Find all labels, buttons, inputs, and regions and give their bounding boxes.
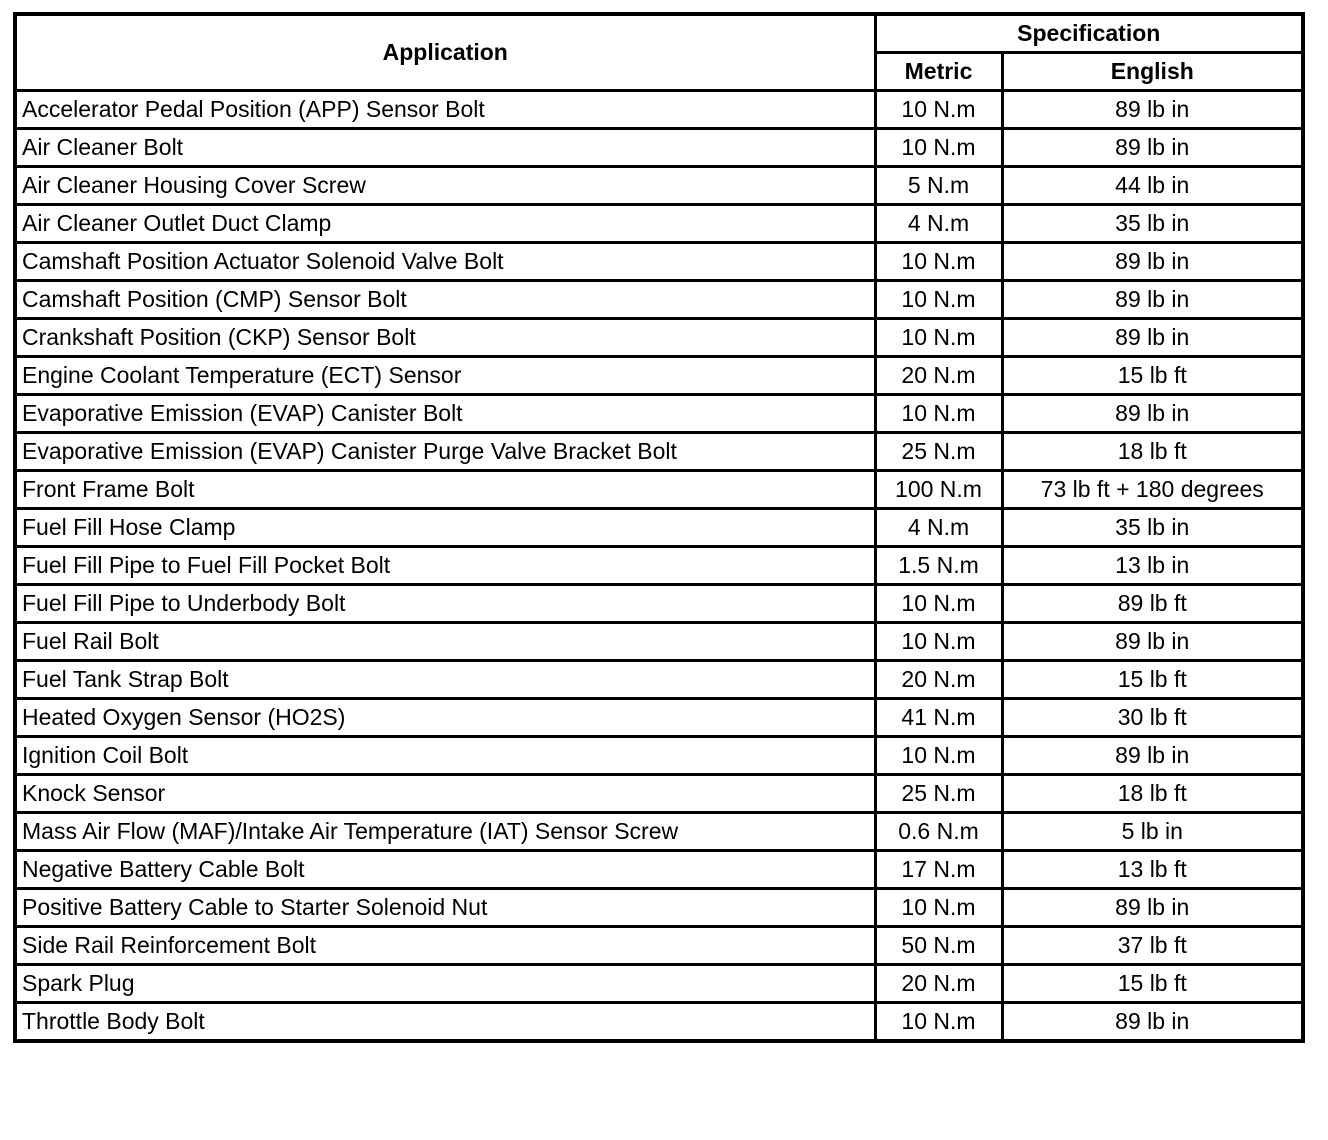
table-row — [15, 775, 1303, 813]
table-row — [15, 471, 1303, 509]
cell-english: 13 lb in — [1002, 547, 1303, 585]
cell-application: Air Cleaner Outlet Duct Clamp — [15, 205, 875, 243]
cell-application: Camshaft Position Actuator Solenoid Valve Bolt — [15, 243, 875, 281]
cell-english: 89 lb in — [1002, 889, 1303, 927]
cell-application: Evaporative Emission (EVAP) Canister Purge Valve Bracket Bolt — [15, 433, 875, 471]
cell-application: Accelerator Pedal Position (APP) Sensor Bolt — [15, 91, 875, 129]
cell-application: Heated Oxygen Sensor (HO2S) — [15, 699, 875, 737]
cell-english: 37 lb ft — [1002, 927, 1303, 965]
table-row — [15, 319, 1303, 357]
cell-metric: 20 N.m — [875, 965, 1002, 1003]
cell-application: Ignition Coil Bolt — [15, 737, 875, 775]
cell-application: Air Cleaner Housing Cover Screw — [15, 167, 875, 205]
table-row — [15, 699, 1303, 737]
cell-metric: 4 N.m — [875, 509, 1002, 547]
cell-application: Fuel Rail Bolt — [15, 623, 875, 661]
table-row — [15, 547, 1303, 585]
cell-english: 89 lb in — [1002, 1003, 1303, 1042]
cell-english: 73 lb ft + 180 degrees — [1002, 471, 1303, 509]
cell-application: Side Rail Reinforcement Bolt — [15, 927, 875, 965]
table-row — [15, 813, 1303, 851]
header-specification: Specification — [875, 14, 1303, 53]
cell-metric: 0.6 N.m — [875, 813, 1002, 851]
cell-english: 89 lb in — [1002, 319, 1303, 357]
cell-english: 89 lb in — [1002, 243, 1303, 281]
table-row — [15, 129, 1303, 167]
cell-metric: 5 N.m — [875, 167, 1002, 205]
cell-english: 89 lb ft — [1002, 585, 1303, 623]
cell-application: Knock Sensor — [15, 775, 875, 813]
cell-metric: 10 N.m — [875, 319, 1002, 357]
cell-metric: 1.5 N.m — [875, 547, 1002, 585]
table-row — [15, 433, 1303, 471]
cell-application: Spark Plug — [15, 965, 875, 1003]
cell-application: Fuel Fill Hose Clamp — [15, 509, 875, 547]
cell-application: Fuel Tank Strap Bolt — [15, 661, 875, 699]
cell-metric: 20 N.m — [875, 357, 1002, 395]
cell-application: Crankshaft Position (CKP) Sensor Bolt — [15, 319, 875, 357]
table-row — [15, 395, 1303, 433]
cell-english: 44 lb in — [1002, 167, 1303, 205]
cell-application: Fuel Fill Pipe to Underbody Bolt — [15, 585, 875, 623]
cell-metric: 10 N.m — [875, 585, 1002, 623]
table-row — [15, 281, 1303, 319]
cell-metric: 10 N.m — [875, 623, 1002, 661]
cell-metric: 10 N.m — [875, 243, 1002, 281]
cell-metric: 10 N.m — [875, 1003, 1002, 1042]
cell-application: Front Frame Bolt — [15, 471, 875, 509]
cell-english: 30 lb ft — [1002, 699, 1303, 737]
cell-application: Camshaft Position (CMP) Sensor Bolt — [15, 281, 875, 319]
cell-english: 15 lb ft — [1002, 965, 1303, 1003]
cell-english: 5 lb in — [1002, 813, 1303, 851]
cell-metric: 17 N.m — [875, 851, 1002, 889]
cell-english: 15 lb ft — [1002, 661, 1303, 699]
cell-metric: 10 N.m — [875, 91, 1002, 129]
cell-metric: 50 N.m — [875, 927, 1002, 965]
cell-english: 35 lb in — [1002, 509, 1303, 547]
cell-metric: 10 N.m — [875, 737, 1002, 775]
cell-english: 35 lb in — [1002, 205, 1303, 243]
header-english: English — [1002, 53, 1303, 91]
cell-application: Air Cleaner Bolt — [15, 129, 875, 167]
cell-metric: 100 N.m — [875, 471, 1002, 509]
cell-metric: 4 N.m — [875, 205, 1002, 243]
cell-english: 89 lb in — [1002, 281, 1303, 319]
cell-metric: 41 N.m — [875, 699, 1002, 737]
table-row — [15, 205, 1303, 243]
table-row — [15, 509, 1303, 547]
table-row — [15, 661, 1303, 699]
cell-metric: 25 N.m — [875, 775, 1002, 813]
table-row — [15, 1003, 1303, 1042]
table-row — [15, 243, 1303, 281]
cell-english: 89 lb in — [1002, 623, 1303, 661]
cell-english: 15 lb ft — [1002, 357, 1303, 395]
cell-metric: 10 N.m — [875, 889, 1002, 927]
cell-english: 89 lb in — [1002, 129, 1303, 167]
table-row — [15, 965, 1303, 1003]
table-header — [15, 14, 1303, 91]
table-row — [15, 927, 1303, 965]
table-body — [15, 91, 1303, 1042]
cell-english: 89 lb in — [1002, 737, 1303, 775]
cell-application: Fuel Fill Pipe to Fuel Fill Pocket Bolt — [15, 547, 875, 585]
header-metric: Metric — [875, 53, 1002, 91]
cell-english: 18 lb ft — [1002, 775, 1303, 813]
cell-metric: 20 N.m — [875, 661, 1002, 699]
cell-application: Throttle Body Bolt — [15, 1003, 875, 1042]
table-row — [15, 623, 1303, 661]
cell-application: Negative Battery Cable Bolt — [15, 851, 875, 889]
cell-metric: 10 N.m — [875, 281, 1002, 319]
cell-application: Evaporative Emission (EVAP) Canister Bolt — [15, 395, 875, 433]
cell-metric: 25 N.m — [875, 433, 1002, 471]
cell-metric: 10 N.m — [875, 129, 1002, 167]
cell-application: Positive Battery Cable to Starter Solenoid Nut — [15, 889, 875, 927]
table-row — [15, 167, 1303, 205]
table-row — [15, 585, 1303, 623]
table-row — [15, 889, 1303, 927]
cell-metric: 10 N.m — [875, 395, 1002, 433]
cell-application: Engine Coolant Temperature (ECT) Sensor — [15, 357, 875, 395]
header-application: Application — [15, 14, 875, 91]
cell-application: Mass Air Flow (MAF)/Intake Air Temperature (IAT) Sensor Screw — [15, 813, 875, 851]
table-row — [15, 737, 1303, 775]
cell-english: 18 lb ft — [1002, 433, 1303, 471]
cell-english: 89 lb in — [1002, 395, 1303, 433]
table-row — [15, 851, 1303, 889]
cell-english: 89 lb in — [1002, 91, 1303, 129]
table-row — [15, 91, 1303, 129]
specification-table — [13, 12, 1305, 1043]
table-row — [15, 357, 1303, 395]
cell-english: 13 lb ft — [1002, 851, 1303, 889]
